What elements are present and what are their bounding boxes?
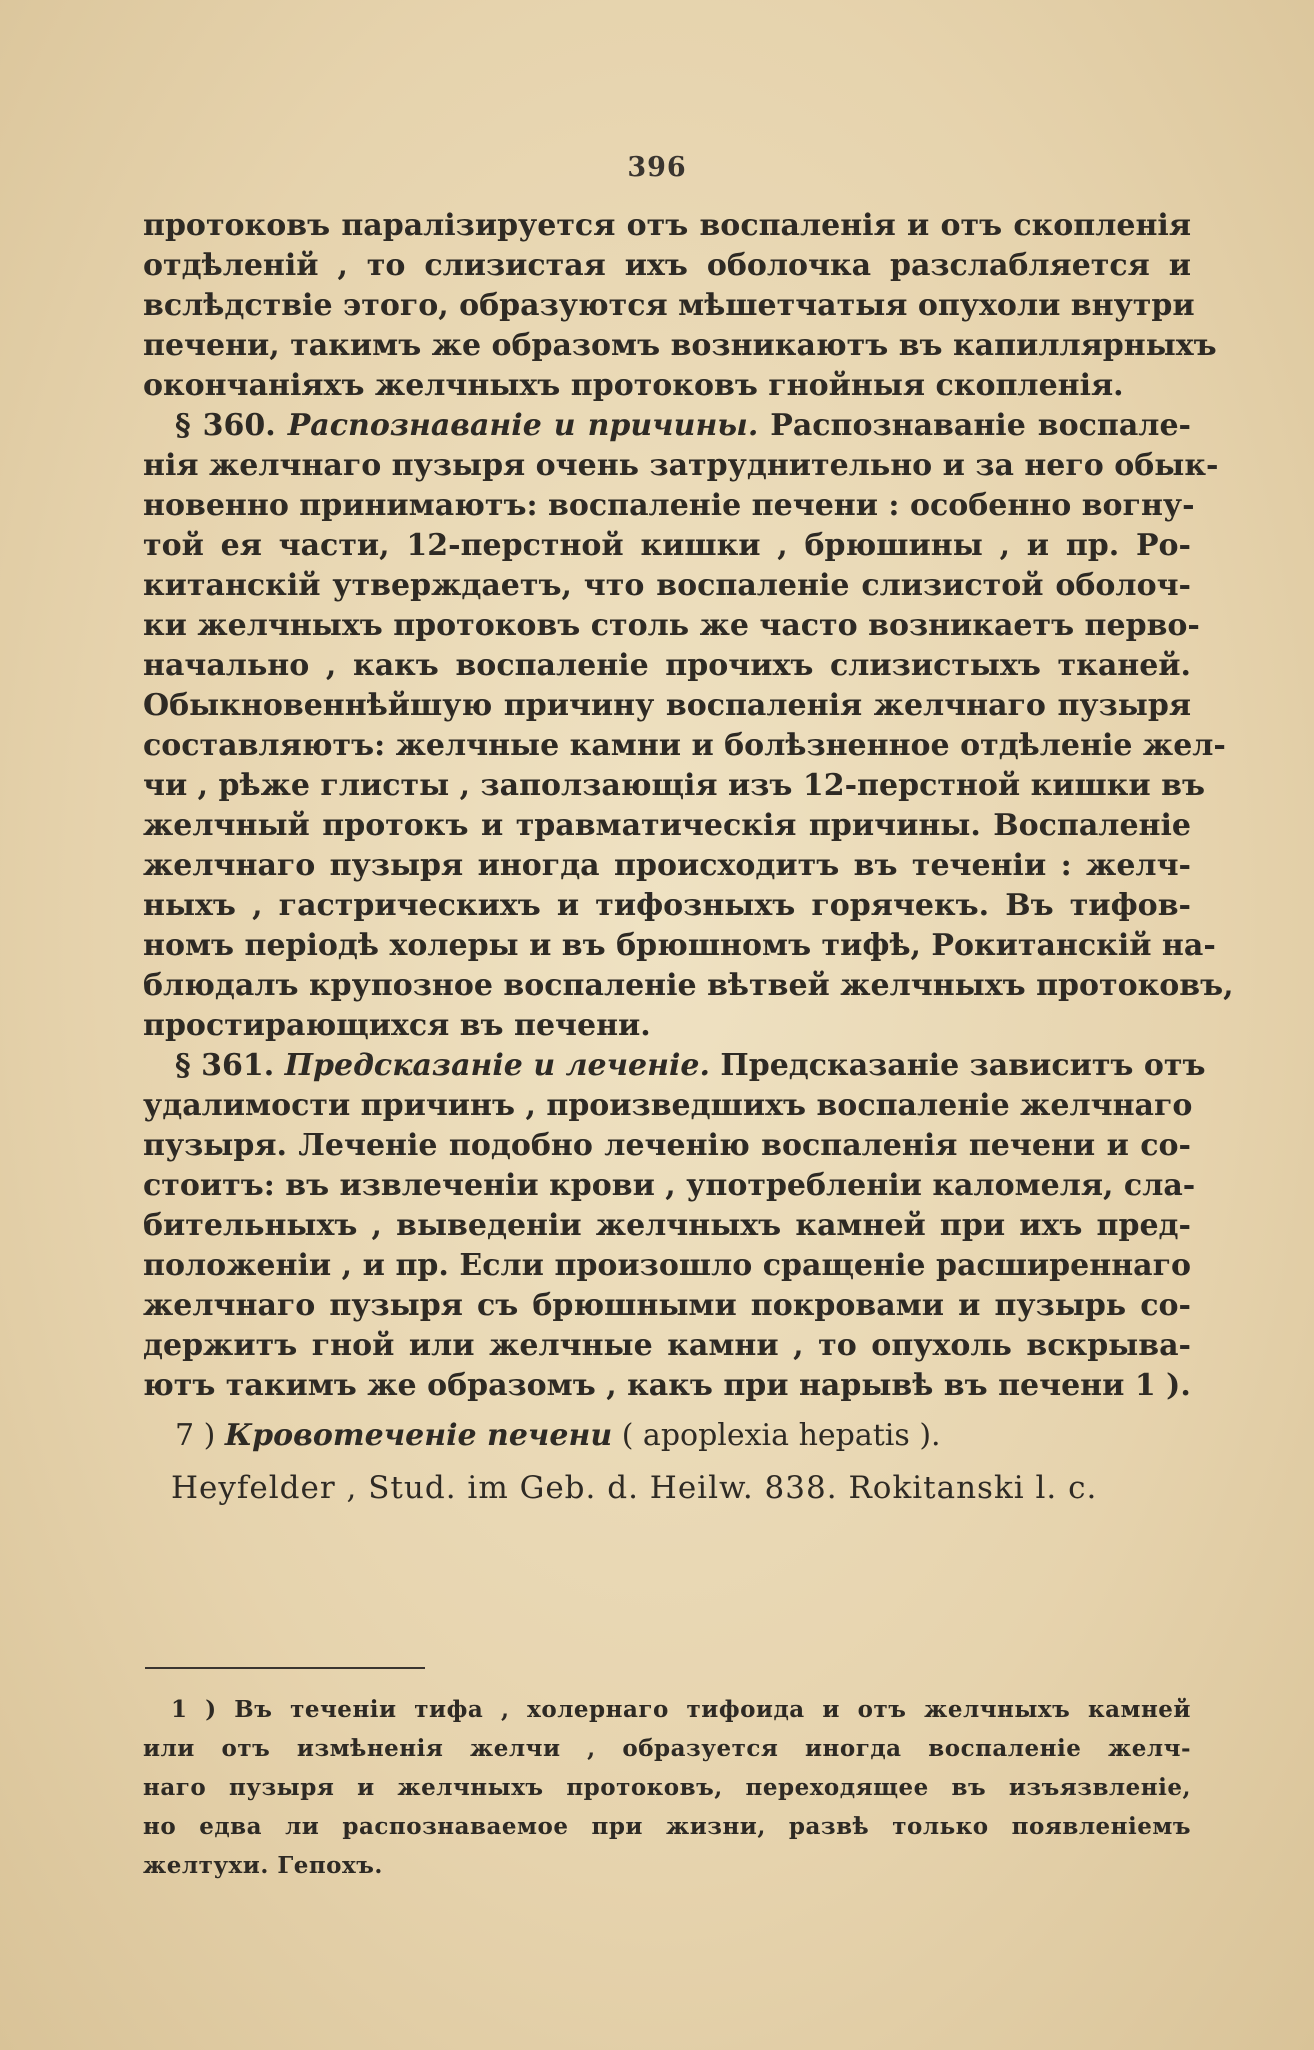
- text-line: нія желчнаго пузыря очень затруднительно и за него обык-: [143, 448, 1219, 483]
- text-line: китанскій утверждаетъ, что воспаленіе слизистой оболоч-: [143, 568, 1191, 603]
- subsection-heading: [143, 1416, 1191, 1456]
- text-line: начально , какъ воспаленіе прочихъ слизистыхъ тканей.: [143, 648, 1191, 683]
- reference-line: Heyfelder , Stud. im Geb. d. Heilw. 838. Rokitanski l. c.: [171, 1470, 1098, 1506]
- footnote-line: желтухи. Гепохъ.: [143, 1852, 383, 1879]
- paragraph-continuation: [143, 206, 1217, 406]
- text-line: той ея части, 12-перстной кишки , брюшины , и пр. Ро-: [143, 528, 1191, 563]
- text-line: вслѣдствіе этого, образуются мѣшетчатыя опухоли внутри: [143, 288, 1195, 323]
- subsection-title: Кровотеченіе печени: [224, 1418, 613, 1453]
- section-360: [143, 406, 1234, 1046]
- text-line: желчнаго пузыря съ брюшными покровами и пузырь со-: [143, 1288, 1191, 1323]
- text-line: желчнаго пузыря иногда происходитъ въ теченіи : желч-: [143, 848, 1191, 883]
- text-line: ютъ такимъ же образомъ , какъ при нарывѣ въ печени 1 ).: [143, 1368, 1191, 1403]
- text-line: пузыря. Леченіе подобно леченію воспаленія печени и со-: [143, 1128, 1191, 1163]
- subsection-number: 7 ): [175, 1418, 216, 1453]
- text-line: положеніи , и пр. Если произошло сращеніе расширеннаго: [143, 1248, 1191, 1283]
- section-361-first-line: [143, 1046, 1206, 1086]
- text-line: ки желчныхъ протоковъ столь же часто возникаетъ перво-: [143, 608, 1200, 643]
- text-line: печени, такимъ же образомъ возникаютъ въ капиллярныхъ: [143, 328, 1217, 363]
- footnote-line: 1 ) Въ теченіи тифа , холернаго тифоида и отъ желчныхъ камней: [171, 1696, 1191, 1723]
- text-line: блюдалъ крупозное воспаленіе вѣтвей желчныхъ протоковъ,: [143, 968, 1234, 1003]
- page-number: 396: [627, 152, 687, 183]
- text-line: желчный протокъ и травматическія причины. Воспаленіе: [143, 808, 1191, 843]
- section-title: Предсказаніе и леченіе.: [284, 1048, 710, 1083]
- section-title: Распознаваніе и причины.: [287, 408, 759, 443]
- text-line: отдѣленій , то слизистая ихъ оболочка разслабляется и: [143, 248, 1191, 283]
- footnote-divider: [145, 1667, 425, 1669]
- section-number: § 360.: [175, 408, 276, 443]
- main-text: [143, 206, 1234, 1508]
- text-line: держитъ гной или желчные камни , то опухоль вскрыва-: [143, 1328, 1191, 1363]
- text-line: Обыкновеннѣйшую причину воспаленія желчнаго пузыря: [143, 688, 1191, 723]
- text-line: стоитъ: въ извлеченіи крови , употребленіи каломеля, сла-: [143, 1168, 1196, 1203]
- text-line: номъ періодѣ холеры и въ брюшномъ тифѣ, Рокитанскій на-: [143, 928, 1216, 963]
- text-fragment: Предсказаніе зависитъ отъ: [720, 1048, 1206, 1083]
- text-line: чи , рѣже глисты , заползающія изъ 12-перстной кишки въ: [143, 768, 1205, 803]
- section-360-first-line: [143, 406, 1191, 446]
- text-line: бительныхъ , выведеніи желчныхъ камней при ихъ пред-: [143, 1208, 1191, 1243]
- subsection-latin-title: ( apoplexia hepatis ).: [621, 1418, 941, 1453]
- text-line: составляютъ: желчные камни и болѣзненное отдѣленіе жел-: [143, 728, 1226, 763]
- text-line: протоковъ паралізируется отъ воспаленія и отъ скопленія: [143, 208, 1191, 243]
- text-line: новенно принимаютъ: воспаленіе печени : особенно вогну-: [143, 488, 1195, 523]
- text-line: окончаніяхъ желчныхъ протоковъ гнойныя скопленія.: [143, 368, 1124, 403]
- text-line: удалимости причинъ , произведшихъ воспаленіе желчнаго: [143, 1088, 1193, 1123]
- text-fragment: Распознаваніе воспале-: [770, 408, 1191, 443]
- footnote-line: или отъ измѣненія желчи , образуется иногда воспаленіе желч-: [143, 1735, 1191, 1762]
- footnote: [143, 1690, 1191, 1885]
- text-line: ныхъ , гастрическихъ и тифозныхъ горячекъ. Въ тифов-: [143, 888, 1191, 923]
- footnote-line: но едва ли распознаваемое при жизни, развѣ только появленіемъ: [143, 1813, 1191, 1840]
- section-361: [143, 1046, 1206, 1406]
- section-number: § 361.: [175, 1048, 275, 1083]
- text-line: простирающихся въ печени.: [143, 1008, 651, 1043]
- footnote-line: наго пузыря и желчныхъ протоковъ, переходящее въ изъязвленіе,: [143, 1774, 1191, 1801]
